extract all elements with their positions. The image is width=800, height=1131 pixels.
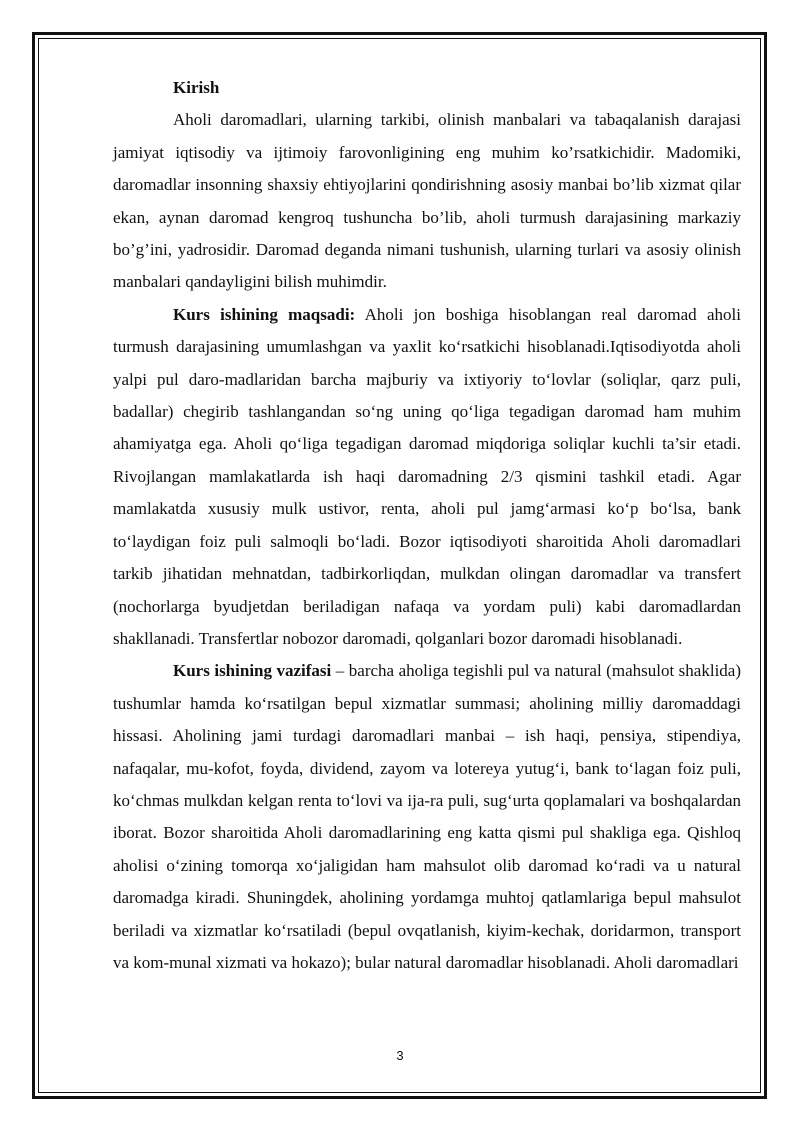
document-body xyxy=(113,72,741,979)
task-paragraph xyxy=(113,655,741,979)
page-number: 3 xyxy=(396,1048,404,1063)
task-text: – barcha aholiga tegishli pul va natural (mahsulot shaklida) tushumlar hamda ko‘rsatilgan bepul xizmatlar summasi; aholining milliy daromaddagi hissasi. Aholining jami turdagi daromadlari manbai – ish haqi, pensiya, stipendiya, nafaqalar, mu-kofot, foyda, dividend, zayom va lotereya yutug‘i, bank to‘lagan foiz puli, ko‘chmas mulkdan kelgan renta to‘lovi va ija-ra puli, sug‘urta qoplamalari va boshqalardan iborat. Bozor sharoitida Aholi daromadlarining eng katta qismi pul shakliga ega. Qishloq aholisi o‘zining tomorqa xo‘jaligidan ham mahsulot olib daromad ko‘radi va u natural daromadga kiradi. Shuningdek, aholining yordamga muhtoj qatlamlariga bepul mahsulot beriladi va xizmatlar ko‘rsatiladi (bepul ovqatlanish, kiyim-kechak, doridarmon, transport va kom-munal xizmati va hokazo); bular natural daromadlar hisoblanadi. Aholi daromadlari xyxy=(113,661,741,972)
goal-label: Kurs ishining maqsadi: xyxy=(173,304,356,324)
section-heading: Kirish xyxy=(173,78,220,97)
intro-paragraph: Aholi daromadlari, ularning tarkibi, olinish manbalari va tabaqalanish darajasi jamiyat iqtisodiy va ijtimoiy farovonligining eng muhim ko’rsatkichidir. Madomiki, daromadlar insonning shaxsiy ehtiyojlarini qondirishning asosiy manbai bo’lib xizmat qilar ekan, aynan daromad kengroq tushuncha bo’lib, aholi turmush darajasining markaziy bo’g’ini, yadrosidir. Daromad deganda nimani tushunish, ularning turlari va asosiy olinish manbalari qandayligini bilish muhimdir. xyxy=(113,110,741,292)
goal-text: Aholi jon boshiga hisoblangan real daromad aholi turmush darajasining umumlashgan va yaxlit ko‘rsatkichi hisoblanadi.Iqtisodiyotda aholi yalpi pul daro-madlaridan barcha majburiy va ixtiyoriy to‘lovlar (soliqlar, qarz puli, badallar) chegirib tashlangandan so‘ng uning qo‘liga tegadigan daromad ham muhim ahamiyatga ega. Aholi qo‘liga tegadigan daromad miqdoriga soliqlar kuchli ta’sir etadi. Rivojlangan mamlakatlarda ish haqi daromadning 2/3 qismini tashkil etadi. Agar mamlakatda xususiy mulk ustivor, renta, aholi pul jamg‘armasi ko‘p bo‘lsa, bank to‘laydigan foiz puli salmoqli bo‘ladi. Bozor iqtisodiyoti sharoitida Aholi daromadlari tarkib jihatidan mehnatdan, tadbirkorliqdan, mulkdan olingan daromadlar va transfert (nochorlarga byudjetdan beriladigan nafaqa va yordam puli) kabi daromadlardan shakllanadi. Transfertlar nobozor daromadi, qolganlari bozor daromadi hisoblanadi. xyxy=(113,304,741,648)
goal-paragraph xyxy=(113,299,741,655)
task-label: Kurs ishining vazifasi xyxy=(173,661,332,681)
